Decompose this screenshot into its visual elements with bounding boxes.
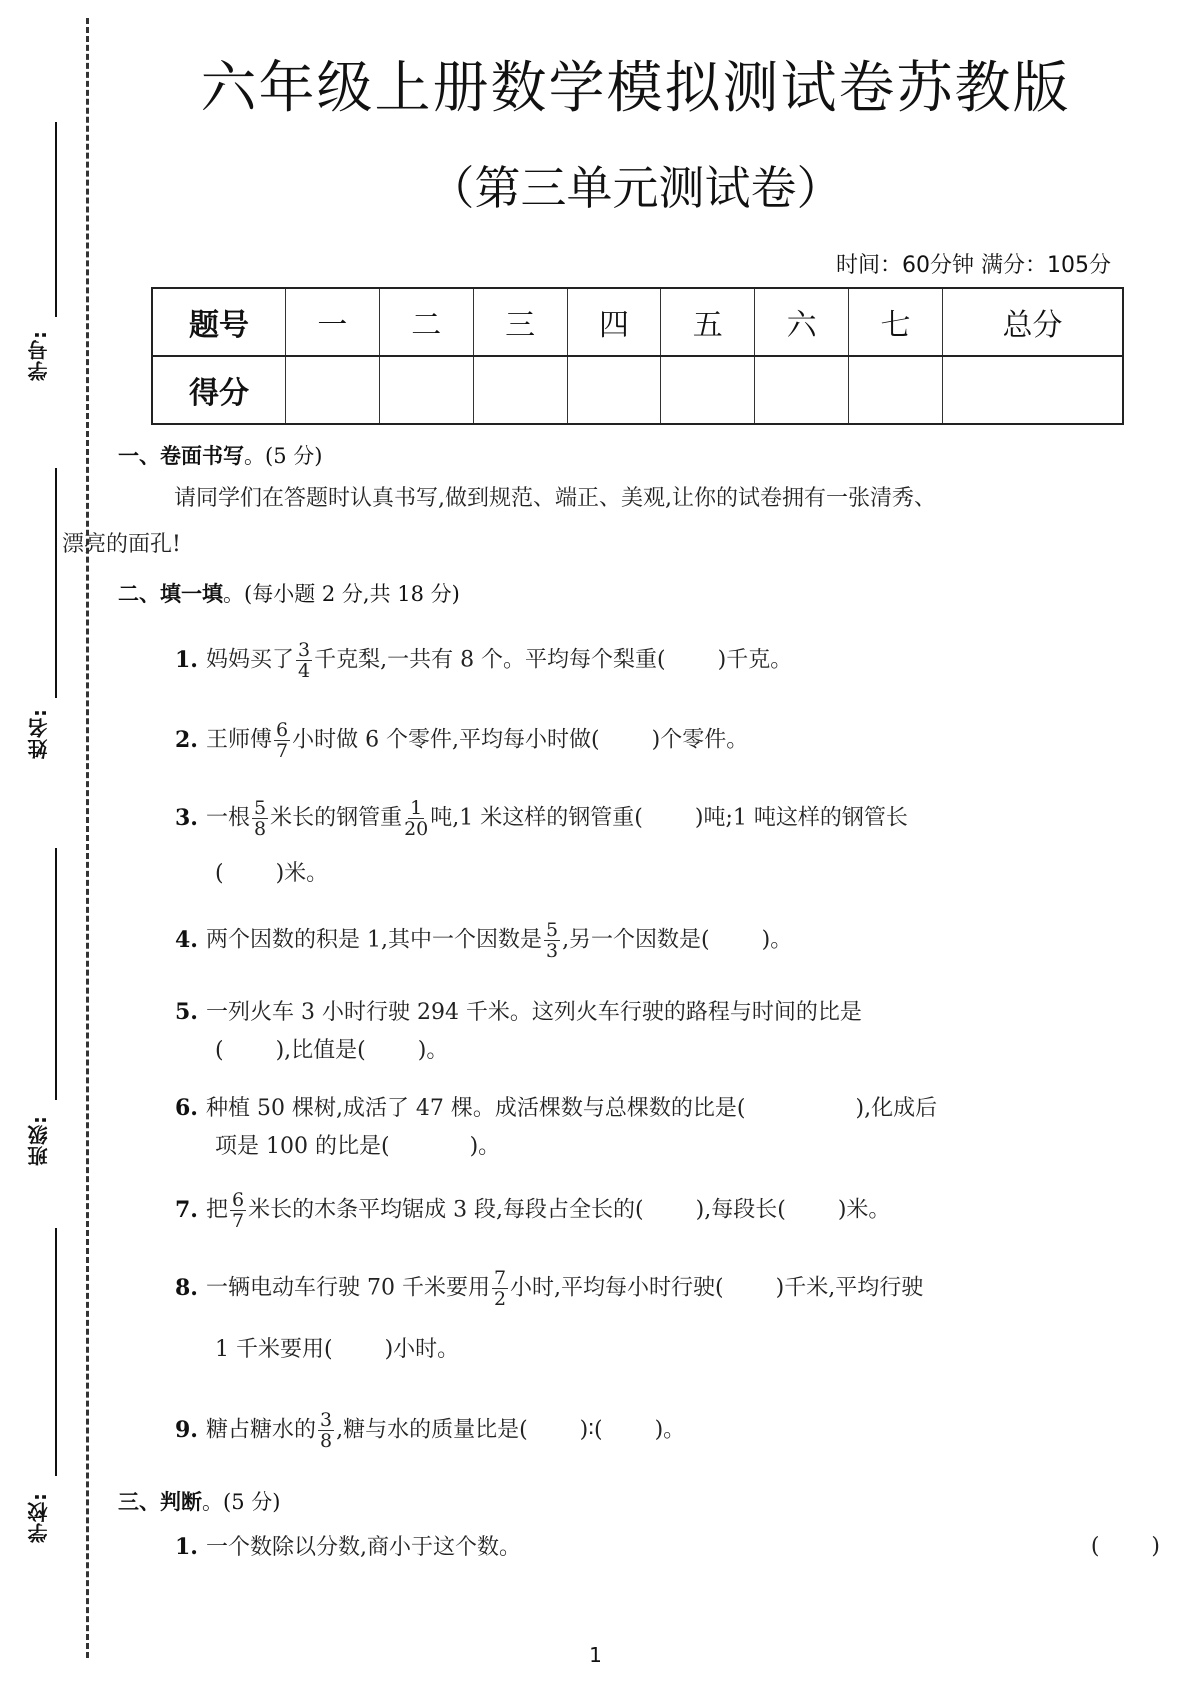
question-text: 把	[205, 1197, 228, 1223]
question-text: ,糖与水的质量比是(	[336, 1417, 528, 1443]
question-2-7	[175, 1190, 1160, 1231]
header-cell: 总分	[942, 288, 1123, 356]
question-number: 8.	[175, 1274, 198, 1301]
question-continuation	[175, 1130, 1160, 1164]
question-2-1	[175, 640, 1160, 681]
section-points: 。(5 分)	[202, 1490, 281, 1514]
question-number: 9.	[175, 1416, 198, 1443]
score-table	[151, 287, 1124, 425]
question-text: (	[215, 861, 224, 886]
section-points: 。(每小题 2 分,共 18 分)	[223, 582, 460, 606]
question-text: )。	[761, 927, 793, 953]
question-2-5	[175, 995, 1160, 1068]
question-text: 种植 50 棵树,成活了 47 棵。成活棵数与总棵数的比是(	[205, 1096, 746, 1121]
question-continuation	[175, 857, 1160, 891]
header-cell: 四	[567, 288, 661, 356]
question-text: 一根	[205, 805, 250, 831]
section-1-body	[62, 476, 1158, 568]
numerator: 3	[297, 639, 311, 661]
fraction	[230, 1190, 246, 1231]
numerator: 1	[410, 797, 423, 819]
question-text: 小时做 6 个零件,平均每小时做(	[292, 727, 600, 753]
header-cell: 题号	[152, 288, 286, 356]
denominator: 3	[545, 940, 559, 962]
header-cell: 二	[379, 288, 473, 356]
section-title: 二、填一填	[118, 582, 223, 606]
score-table-header-row	[152, 288, 1123, 356]
question-text: 小时,平均每小时行驶(	[510, 1275, 724, 1301]
question-text: ),化成后	[855, 1096, 938, 1121]
question-number: 3.	[175, 804, 198, 831]
section-3-heading	[118, 1486, 280, 1516]
question-number: 2.	[175, 726, 198, 753]
question-text: 项是 100 的比是(	[215, 1134, 390, 1159]
question-text: ),比值是(	[275, 1038, 366, 1063]
question-text: ,另一个因数是(	[562, 927, 710, 953]
denominator: 8	[253, 818, 267, 840]
question-text: )米。	[837, 1197, 891, 1223]
score-cell[interactable]	[755, 356, 849, 424]
section-title: 一、卷面书写	[118, 444, 244, 468]
denominator: 8	[319, 1430, 333, 1452]
section-title: 三、判断	[118, 1490, 202, 1514]
question-text: 千克梨,一共有 8 个。平均每个梨重(	[314, 647, 666, 673]
score-cell[interactable]	[661, 356, 755, 424]
school-line	[55, 1228, 57, 1476]
question-text: )个零件。	[651, 727, 749, 753]
question-text: )。	[417, 1038, 449, 1063]
name-label: 姓名:	[27, 708, 51, 759]
score-cell[interactable]	[849, 356, 943, 424]
question-text: 妈妈买了	[205, 647, 294, 673]
section-2-heading	[118, 578, 460, 608]
question-text: (	[215, 1038, 224, 1063]
paren: (	[1090, 1534, 1100, 1559]
numerator: 7	[493, 1267, 507, 1289]
numerator: 5	[545, 919, 559, 941]
question-text: 王师傅	[205, 727, 272, 753]
question-text: )千克。	[717, 647, 793, 673]
fraction	[492, 1268, 508, 1309]
numerator: 5	[253, 797, 267, 819]
header-cell: 六	[755, 288, 849, 356]
denominator: 2	[493, 1288, 507, 1310]
question-text: 一列火车 3 小时行驶 294 千米。这列火车行驶的路程与时间的比是	[205, 1000, 862, 1025]
class-line	[55, 848, 57, 1100]
question-text: )小时。	[384, 1337, 460, 1362]
score-cell[interactable]	[286, 356, 380, 424]
school-label: 学校:	[27, 1492, 51, 1543]
score-cell[interactable]	[473, 356, 567, 424]
fraction	[296, 640, 312, 681]
question-2-2	[175, 720, 1160, 761]
question-2-3	[175, 798, 1160, 891]
question-text: )千米,平均行驶	[775, 1275, 924, 1301]
score-table-score-row	[152, 356, 1123, 424]
student-id-label: 学号:	[27, 330, 51, 381]
body-text: 漂亮的面孔!	[62, 532, 181, 557]
fraction	[318, 1410, 334, 1451]
question-number: 7.	[175, 1196, 198, 1223]
question-text: )∶(	[579, 1417, 603, 1443]
section-points: 。(5 分)	[244, 444, 323, 468]
question-text: )。	[654, 1417, 686, 1443]
page-number: 1	[589, 1643, 602, 1667]
question-continuation	[175, 1034, 1160, 1068]
question-number: 1.	[175, 646, 198, 673]
question-text: )吨;1 吨这样的钢管长	[694, 805, 908, 831]
name-line	[55, 468, 57, 698]
header-cell: 一	[286, 288, 380, 356]
question-number: 5.	[175, 999, 198, 1025]
question-text: )。	[469, 1134, 501, 1159]
judgment-answer-box[interactable]	[1091, 1530, 1160, 1564]
score-cell[interactable]	[379, 356, 473, 424]
question-text: 一个数除以分数,商小于这个数。	[205, 1535, 521, 1560]
denominator: 7	[275, 740, 289, 762]
numerator: 3	[319, 1409, 333, 1431]
page-title: 六年级上册数学模拟测试卷苏教版	[200, 56, 1071, 121]
header-cell: 七	[849, 288, 943, 356]
page-subtitle: （第三单元测试卷）	[428, 161, 843, 215]
score-row-label: 得分	[152, 356, 286, 424]
fraction	[274, 720, 290, 761]
score-cell[interactable]	[567, 356, 661, 424]
cut-line	[86, 18, 89, 1658]
fraction	[404, 798, 428, 839]
question-text: 吨,1 米这样的钢管重(	[430, 805, 643, 831]
question-text: 米长的木条平均锯成 3 段,每段占全长的(	[248, 1197, 644, 1223]
question-number: 6.	[175, 1095, 198, 1121]
numerator: 6	[231, 1189, 245, 1211]
question-text: 一辆电动车行驶 70 千米要用	[205, 1275, 490, 1301]
class-label: 班级:	[27, 1115, 51, 1166]
paren: )	[1151, 1534, 1160, 1559]
numerator: 6	[275, 719, 289, 741]
question-2-6	[175, 1091, 1160, 1164]
question-text: 1 千米要用(	[215, 1337, 333, 1362]
fraction	[252, 798, 268, 839]
score-cell[interactable]	[942, 356, 1123, 424]
student-id-line	[55, 122, 57, 317]
question-text: )米。	[275, 861, 329, 886]
body-text: 请同学们在答题时认真书写,做到规范、端正、美观,让你的试卷拥有一张清秀、	[174, 486, 936, 511]
header-cell: 三	[473, 288, 567, 356]
question-2-9	[175, 1410, 1160, 1451]
question-number: 1.	[175, 1534, 198, 1560]
question-text: 糖占糖水的	[205, 1417, 316, 1443]
question-continuation	[175, 1333, 1160, 1367]
question-text: 米长的钢管重	[270, 805, 403, 831]
question-number: 4.	[175, 926, 198, 953]
question-text: 两个因数的积是 1,其中一个因数是	[205, 927, 542, 953]
question-3-1	[175, 1530, 1160, 1565]
fraction	[544, 920, 560, 961]
denominator: 4	[297, 660, 311, 682]
denominator: 20	[404, 818, 429, 840]
question-text: ),每段长(	[695, 1197, 786, 1223]
question-2-4	[175, 920, 1160, 961]
denominator: 7	[231, 1210, 245, 1232]
exam-meta: 时间：60分钟 满分：105分	[836, 253, 1111, 278]
section-1-heading	[118, 440, 322, 470]
header-cell: 五	[661, 288, 755, 356]
question-2-8	[175, 1268, 1160, 1367]
